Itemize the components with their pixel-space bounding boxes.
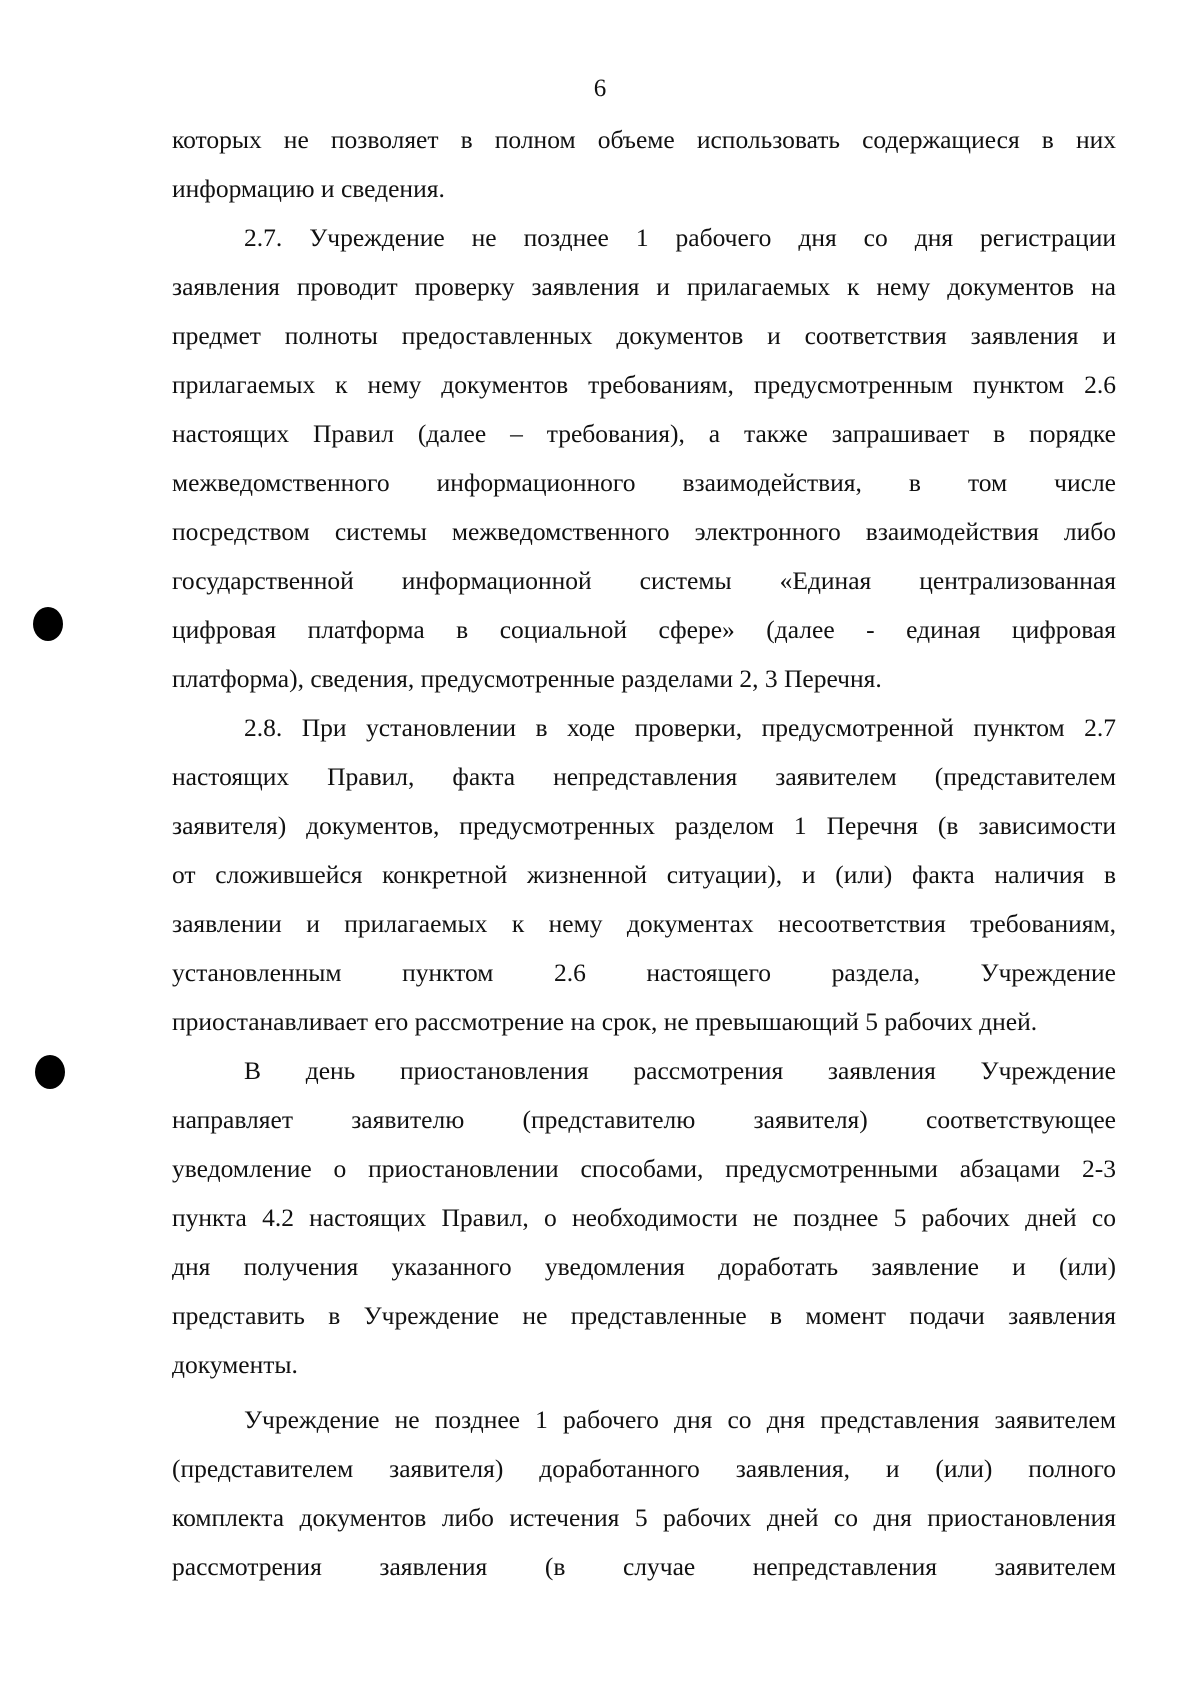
text-line: цифровая платформа в социальной сфере» (далее - единая цифровая: [172, 615, 1116, 644]
text-line: информацию и сведения.: [172, 174, 445, 203]
text-line: предмет полноты предоставленных документов и соответствия заявления и: [172, 321, 1116, 350]
paragraph: [172, 703, 1116, 1046]
text-line: от сложившейся конкретной жизненной ситуации), и (или) факта наличия в: [172, 860, 1116, 889]
paragraph: [172, 213, 1116, 703]
text-line: пункта 4.2 настоящих Правил, о необходимости не позднее 5 рабочих дней со: [172, 1203, 1116, 1232]
text-line: В день приостановления рассмотрения заявления Учреждение: [244, 1056, 1116, 1085]
text-line: направляет заявителю (представителю заявителя) соответствующее: [172, 1105, 1116, 1134]
text-line: настоящих Правил (далее – требования), а также запрашивает в порядке: [172, 419, 1116, 448]
text-line: заявлении и прилагаемых к нему документах несоответствия требованиям,: [172, 909, 1116, 938]
punch-hole-mark: [35, 1055, 65, 1089]
text-line: приостанавливает его рассмотрение на срок, не превышающий 5 рабочих дней.: [172, 1007, 1038, 1036]
text-line: прилагаемых к нему документов требованиям, предусмотренным пунктом 2.6: [172, 370, 1116, 399]
document-body: [172, 115, 1116, 1591]
text-line: комплекта документов либо истечения 5 рабочих дней со дня приостановления: [172, 1503, 1116, 1532]
text-line: заявления проводит проверку заявления и прилагаемых к нему документов на: [172, 272, 1116, 301]
text-line: настоящих Правил, факта непредставления заявителем (представителем: [172, 762, 1116, 791]
page-number: 6: [593, 75, 607, 102]
text-line: Учреждение не позднее 1 рабочего дня со дня представления заявителем: [244, 1405, 1116, 1434]
paragraph: [172, 1395, 1116, 1591]
punch-hole-mark: [33, 607, 63, 641]
text-line: (представителем заявителя) доработанного заявления, и (или) полного: [172, 1454, 1116, 1483]
text-line: уведомление о приостановлении способами, предусмотренными абзацами 2-3: [172, 1154, 1116, 1183]
text-line: представить в Учреждение не представленные в момент подачи заявления: [172, 1301, 1116, 1330]
text-line: государственной информационной системы «Единая централизованная: [172, 566, 1116, 595]
text-line: посредством системы межведомственного электронного взаимодействия либо: [172, 517, 1116, 546]
text-line: рассмотрения заявления (в случае непредставления заявителем: [172, 1552, 1116, 1581]
paragraph: [172, 115, 1116, 213]
text-line: 2.7. Учреждение не позднее 1 рабочего дня со дня регистрации: [244, 223, 1116, 252]
text-line: которых не позволяет в полном объеме использовать содержащиеся в них: [172, 125, 1116, 154]
paragraph: [172, 1046, 1116, 1389]
text-line: межведомственного информационного взаимодействия, в том числе: [172, 468, 1116, 497]
text-line: заявителя) документов, предусмотренных разделом 1 Перечня (в зависимости: [172, 811, 1116, 840]
text-line: документы.: [172, 1350, 298, 1379]
text-line: платформа), сведения, предусмотренные разделами 2, 3 Перечня.: [172, 664, 882, 693]
text-line: 2.8. При установлении в ходе проверки, предусмотренной пунктом 2.7: [244, 713, 1116, 742]
text-line: дня получения указанного уведомления доработать заявление и (или): [172, 1252, 1116, 1281]
text-line: установленным пунктом 2.6 настоящего раздела, Учреждение: [172, 958, 1116, 987]
